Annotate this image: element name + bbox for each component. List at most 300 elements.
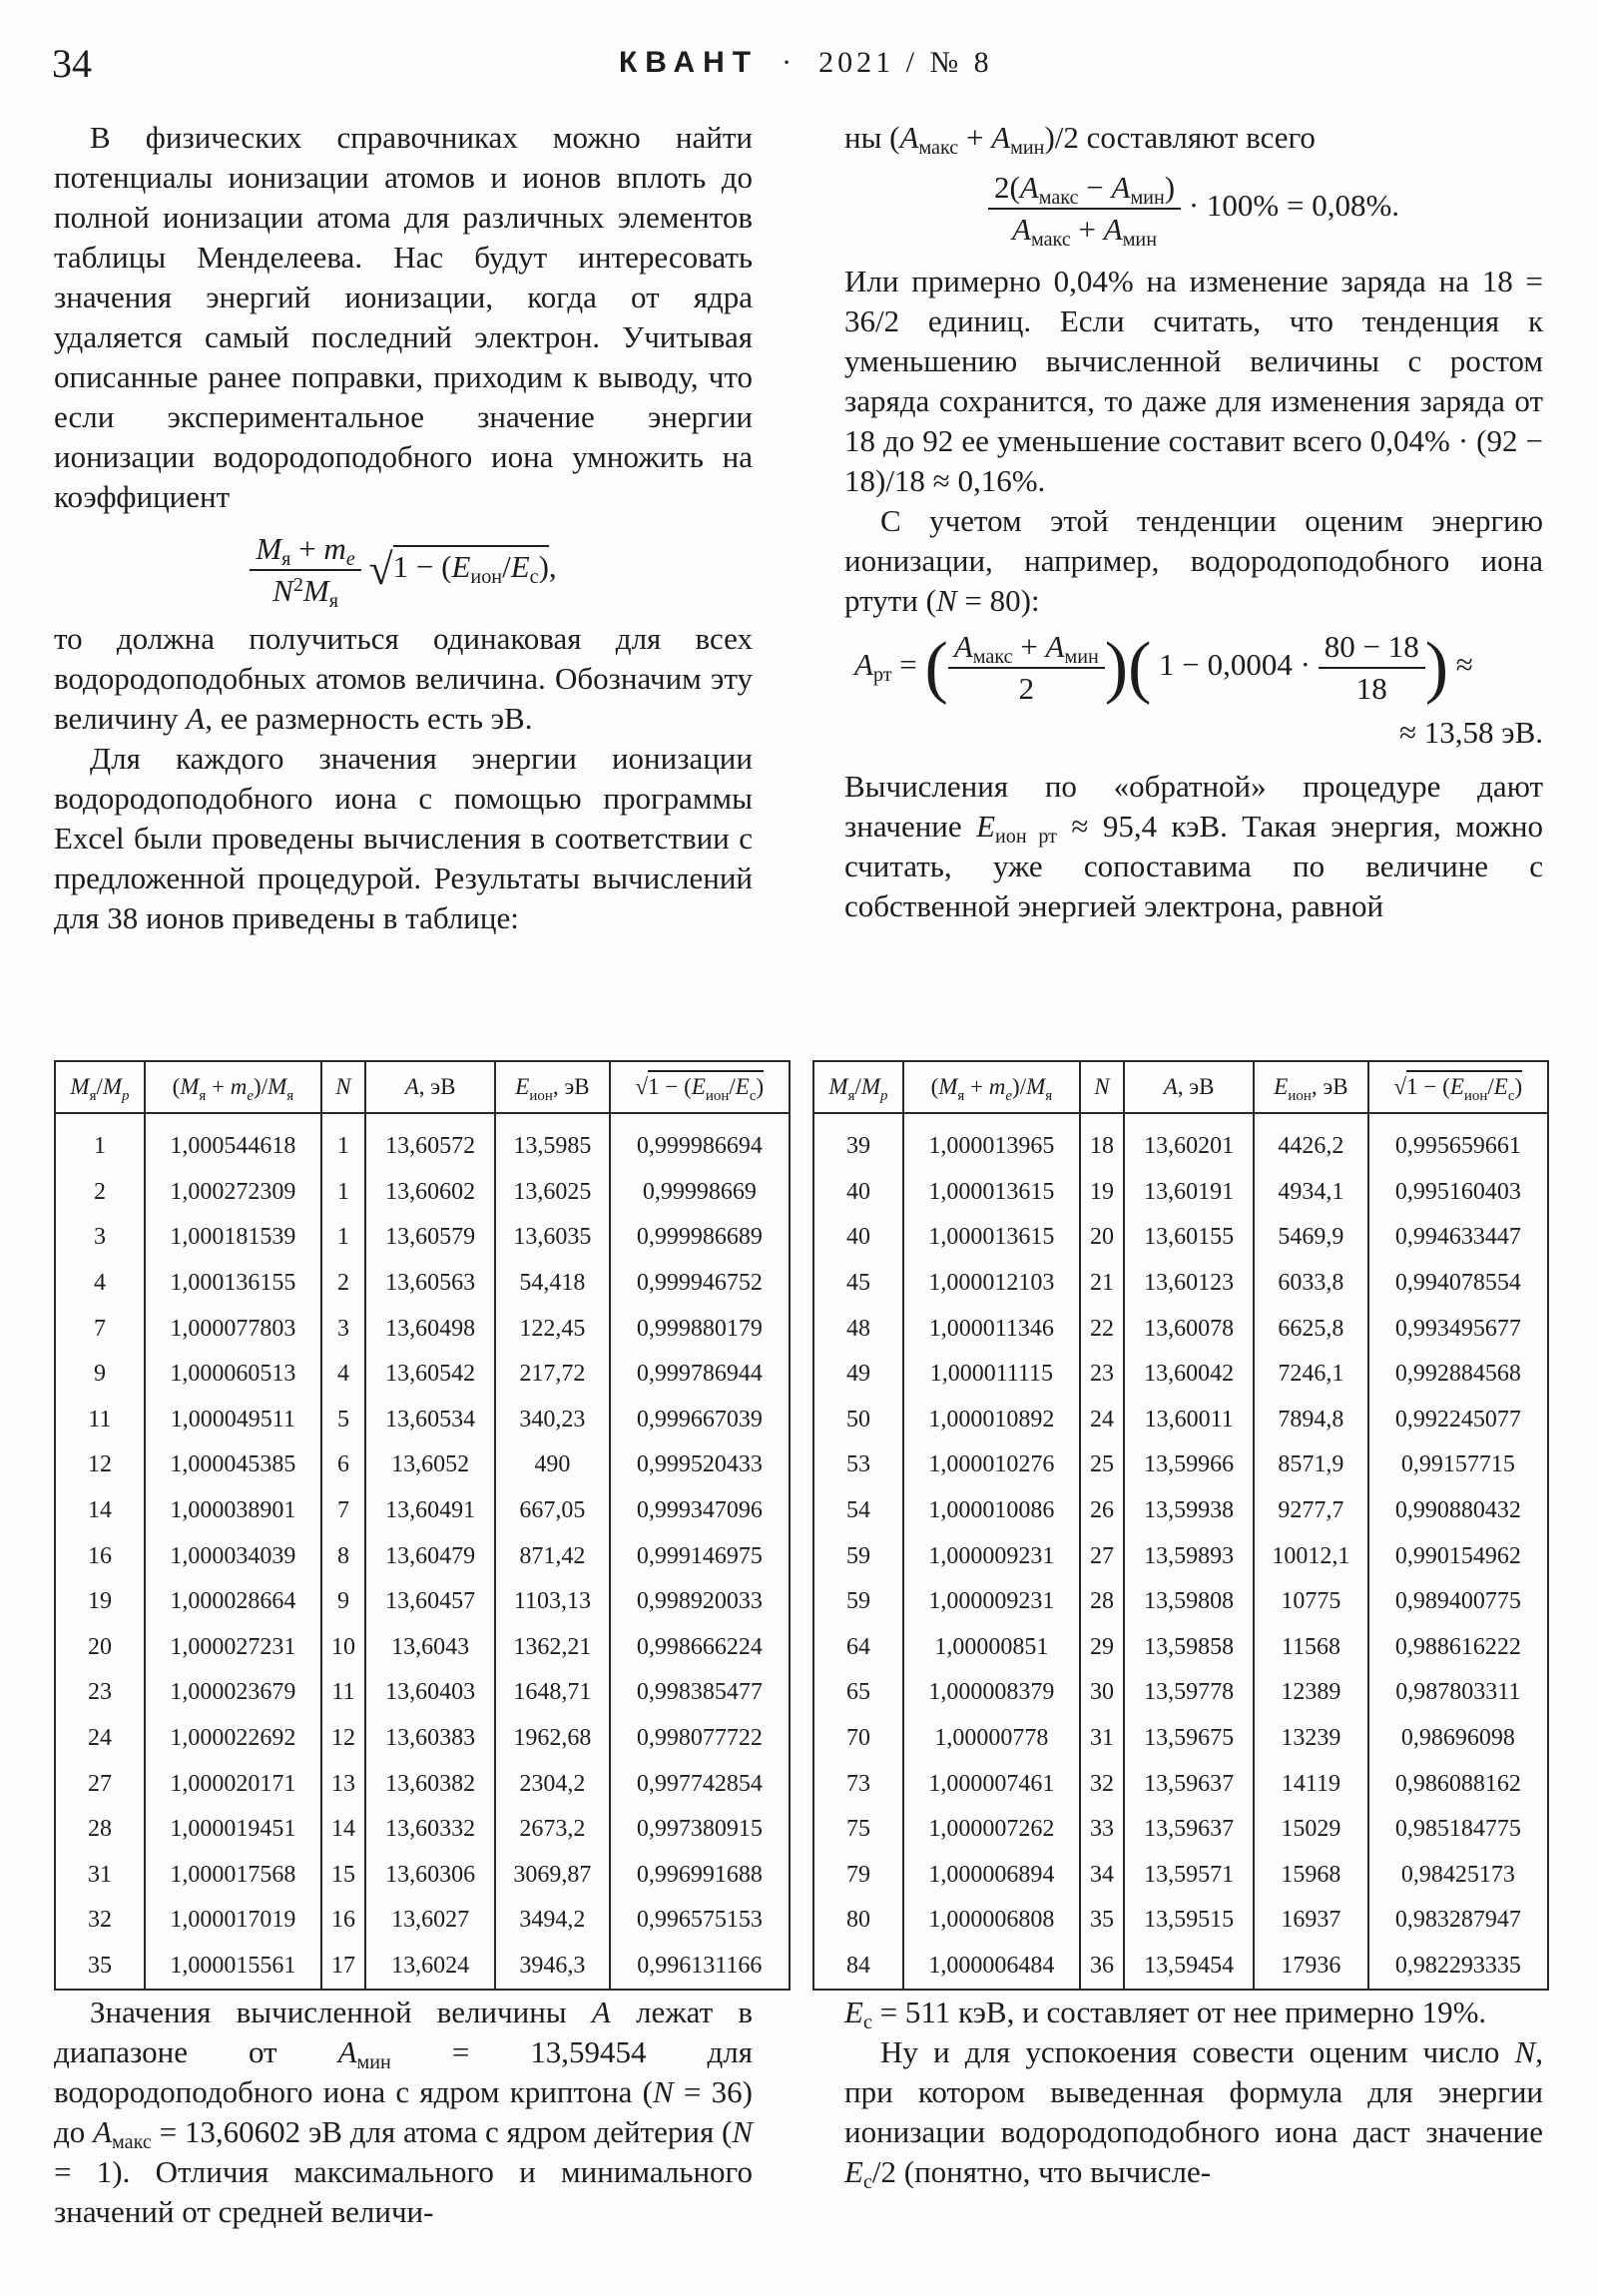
paragraph-conscience: Ну и для успокоения совести оценим число N, при котором выведенная формула для энергии ионизации водородоподобного иона даст значение $E_c/2$ (понятно, что вычисле- <box>844 2034 1543 2193</box>
table-cell: 16 <box>321 1898 365 1944</box>
table-cell: 59 <box>813 1579 903 1625</box>
table-cell: 490 <box>495 1442 610 1488</box>
paragraph-inverse: Вычисления по «обратной» процедуре дают значение $E_{ион рт} \approx 95,4$ кэВ. Такая энергия, можно считать, уже сопоставима по величине с собственной энергией электрона, равной <box>844 769 1543 923</box>
paragraph-electron-energy: $E_c = 511$ кэВ, и составляет от нее примерно 19%. <box>844 1995 1487 2033</box>
table-cell: 0,992884568 <box>1368 1352 1548 1398</box>
table-cell: 19 <box>1080 1170 1124 1216</box>
table-cell: 13 <box>321 1761 365 1807</box>
table-row <box>813 1352 1548 1398</box>
table-cell: 1,000009231 <box>903 1579 1080 1625</box>
table-right-body <box>813 1113 1548 1990</box>
table-cell: 0,996991688 <box>610 1853 790 1899</box>
table-row <box>55 1442 790 1488</box>
table-cell: 0,999520433 <box>610 1442 790 1488</box>
paragraph-range: Значения вычисленной величины A лежат в диапазоне от $A_{мин} = 13,59454$ для водородоподобного иона с ядром криптона (N = 36) до $A_{макс} = 13,60602$ эВ для атома с ядром дейтерия (N = 1). Отличия максимального и минимального значений от средней величи- <box>54 1995 754 2229</box>
table-cell: 9 <box>55 1352 145 1398</box>
table-cell: 0,998385477 <box>610 1670 790 1716</box>
table-row <box>813 1261 1548 1307</box>
table-row <box>55 1306 790 1352</box>
table-cell: 13,59893 <box>1124 1533 1254 1579</box>
table-cell: 13,59637 <box>1124 1807 1254 1853</box>
table-cell: 13,60042 <box>1124 1352 1254 1398</box>
table-cell: 31 <box>1080 1716 1124 1762</box>
sqrt-sign: √ <box>368 545 393 594</box>
table-cell: 1,000060513 <box>145 1352 321 1398</box>
table-cell: 7246,1 <box>1254 1352 1368 1398</box>
table-cell: 0,999347096 <box>610 1488 790 1534</box>
table-cell: 2 <box>321 1261 365 1307</box>
table-cell: 0,999667039 <box>610 1398 790 1443</box>
table-cell: 21 <box>1080 1261 1124 1307</box>
table-cell: 6625,8 <box>1254 1306 1368 1352</box>
table-cell: 50 <box>813 1398 903 1443</box>
right-column-lower <box>844 1993 1543 2192</box>
table-cell: 13,59454 <box>1124 1944 1254 1991</box>
table-cell: 7 <box>321 1488 365 1534</box>
table-cell: 12 <box>55 1442 145 1488</box>
table-row <box>813 1306 1548 1352</box>
table-cell: 0,996131166 <box>610 1944 790 1991</box>
table-cell: 9277,7 <box>1254 1488 1368 1534</box>
table-cell: 29 <box>1080 1625 1124 1671</box>
table-cell: 13,60078 <box>1124 1306 1254 1352</box>
table-cell: 3 <box>321 1306 365 1352</box>
table-cell: 13,60563 <box>365 1261 495 1307</box>
table-cell: 64 <box>813 1625 903 1671</box>
table-cell: 13239 <box>1254 1716 1368 1762</box>
formula-result: · 100% = 0,08%. <box>1188 188 1400 224</box>
table-cell: 1,000006808 <box>903 1898 1080 1944</box>
table-cell: 16 <box>55 1533 145 1579</box>
table-row <box>55 1898 790 1944</box>
table-cell: 13,5985 <box>495 1113 610 1170</box>
table-cell: 340,23 <box>495 1398 610 1443</box>
header-mass-ratio: $M_я/M_p$ <box>813 1061 903 1113</box>
table-cell: 1,000013615 <box>903 1215 1080 1261</box>
table-cell: 13,59858 <box>1124 1625 1254 1671</box>
table-cell: 1,000017568 <box>145 1853 321 1899</box>
table-row <box>55 1533 790 1579</box>
left-column-lower <box>54 1993 753 2232</box>
table-row <box>55 1944 790 1991</box>
table-cell: 12 <box>321 1716 365 1762</box>
table-cell: 1,000272309 <box>145 1170 321 1216</box>
table-cell: 0,985184775 <box>1368 1807 1548 1853</box>
header-A: A, эВ <box>365 1061 495 1113</box>
table-row <box>55 1113 790 1170</box>
table-cell: 871,42 <box>495 1533 610 1579</box>
table-cell: 23 <box>1080 1352 1124 1398</box>
table-cell: 13,6043 <box>365 1625 495 1671</box>
table-cell: 20 <box>1080 1215 1124 1261</box>
table-cell: 0,98425173 <box>1368 1853 1548 1899</box>
table-cell: 13,60542 <box>365 1352 495 1398</box>
table-cell: 34 <box>1080 1853 1124 1899</box>
table-row <box>813 1625 1548 1671</box>
table-cell: 0,996575153 <box>610 1898 790 1944</box>
table-cell: 2 <box>55 1170 145 1216</box>
table-row <box>55 1352 790 1398</box>
table-cell: 1,000022692 <box>145 1716 321 1762</box>
table-cell: 2304,2 <box>495 1761 610 1807</box>
table-cell: 1,000028664 <box>145 1579 321 1625</box>
table-cell: 0,983287947 <box>1368 1898 1548 1944</box>
table-cell: 3 <box>55 1215 145 1261</box>
table-cell: 23 <box>55 1670 145 1716</box>
header-mass-correction: $(M_я + m_e)/M_я$ <box>145 1061 321 1113</box>
table-cell: 0,98696098 <box>1368 1716 1548 1762</box>
header-A: A, эВ <box>1124 1061 1254 1113</box>
table-cell: 1 <box>321 1215 365 1261</box>
table-row <box>813 1761 1548 1807</box>
table-cell: 13,59778 <box>1124 1670 1254 1716</box>
table-row <box>55 1398 790 1443</box>
table-cell: 0,998920033 <box>610 1579 790 1625</box>
table-cell: 14119 <box>1254 1761 1368 1807</box>
table-cell: 54,418 <box>495 1261 610 1307</box>
table-cell: 13,59938 <box>1124 1488 1254 1534</box>
table-cell: 0,995659661 <box>1368 1113 1548 1170</box>
table-cell: 0,999146975 <box>610 1533 790 1579</box>
table-cell: 0,993495677 <box>1368 1306 1548 1352</box>
table-cell: 1362,21 <box>495 1625 610 1671</box>
table-row <box>55 1761 790 1807</box>
table-row <box>813 1944 1548 1991</box>
table-cell: 1,000049511 <box>145 1398 321 1443</box>
table-cell: 0,99157715 <box>1368 1442 1548 1488</box>
table-cell: 1,000181539 <box>145 1215 321 1261</box>
formula-relative-difference <box>844 168 1543 250</box>
table-cell: 1,000017019 <box>145 1898 321 1944</box>
table-cell: 1962,68 <box>495 1716 610 1762</box>
header-mass-ratio: $M_я/M_p$ <box>55 1061 145 1113</box>
table-cell: 1,00000851 <box>903 1625 1080 1671</box>
table-cell: 7894,8 <box>1254 1398 1368 1443</box>
table-row <box>813 1670 1548 1716</box>
ionization-table-right <box>812 1060 1549 1991</box>
table-cell: 19 <box>55 1579 145 1625</box>
table-cell: 0,986088162 <box>1368 1761 1548 1807</box>
table-cell: 4426,2 <box>1254 1113 1368 1170</box>
table-cell: 10775 <box>1254 1579 1368 1625</box>
paragraph-intro: В физических справочниках можно найти потенциалы ионизации атомов и ионов вплоть до полной ионизации атома для различных элементов таблицы Менделеева. Нас будут интересовать значения энергий ионизации, когда от ядра удаляется самый последний электрон. Учитывая описанные ранее поправки, приходим к выводу, что если экспериментальное значение энергии ионизации водородоподобного иона умножить на коэффициент <box>54 120 753 514</box>
table-cell: 0,990154962 <box>1368 1533 1548 1579</box>
table-cell: 13,60534 <box>365 1398 495 1443</box>
table-cell: 59 <box>813 1533 903 1579</box>
table-row <box>55 1170 790 1216</box>
table-cell: 27 <box>1080 1533 1124 1579</box>
table-cell: 0,997742854 <box>610 1761 790 1807</box>
table-cell: 0,994633447 <box>1368 1215 1548 1261</box>
table-cell: 1648,71 <box>495 1670 610 1716</box>
table-row <box>813 1113 1548 1170</box>
table-cell: 15029 <box>1254 1807 1368 1853</box>
table-cell: 5 <box>321 1398 365 1443</box>
table-cell: 1,00000778 <box>903 1716 1080 1762</box>
journal-name: КВАНТ <box>619 46 760 79</box>
table-cell: 13,59966 <box>1124 1442 1254 1488</box>
table-cell: 13,60306 <box>365 1853 495 1899</box>
table-cell: 1,000015561 <box>145 1944 321 1991</box>
table-cell: 5469,9 <box>1254 1215 1368 1261</box>
table-cell: 1,000023679 <box>145 1670 321 1716</box>
table-cell: 79 <box>813 1853 903 1899</box>
table-cell: 39 <box>813 1113 903 1170</box>
paragraph-tendency: Или примерно 0,04% на изменение заряда на 18 = 36/2 единиц. Если считать, что тенденция к уменьшению вычисленной величины с ростом заряда сохранится, то даже для изменения заряда от 18 до 92 ее уменьшение составит всего 0,04% · (92 − 18)/18 ≈ 0,16%. <box>844 264 1543 498</box>
table-cell: 48 <box>813 1306 903 1352</box>
table-cell: 0,999880179 <box>610 1306 790 1352</box>
table-row <box>813 1488 1548 1534</box>
table-cell: 1,000006484 <box>903 1944 1080 1991</box>
table-cell: 54 <box>813 1488 903 1534</box>
table-cell: 8 <box>321 1533 365 1579</box>
table-cell: 16937 <box>1254 1898 1368 1944</box>
table-cell: 49 <box>813 1352 903 1398</box>
table-cell: 17 <box>321 1944 365 1991</box>
table-cell: 26 <box>1080 1488 1124 1534</box>
table-cell: 1,000034039 <box>145 1533 321 1579</box>
formula-mercury-result: ≈ 13,58 эВ. <box>1399 715 1543 750</box>
header-mass-correction: $(M_я + m_e)/M_я$ <box>903 1061 1080 1113</box>
table-cell: 1,000008379 <box>903 1670 1080 1716</box>
table-cell: 0,987803311 <box>1368 1670 1548 1716</box>
table-cell: 13,60403 <box>365 1670 495 1716</box>
relative-difference-fraction: $\frac{2(A_{макс} - A_{мин})}{A_{макс} + A_{мин}}$ <box>988 168 1181 250</box>
table-cell: 122,45 <box>495 1306 610 1352</box>
page-number: 34 <box>52 41 92 86</box>
table-cell: 13,6024 <box>365 1944 495 1991</box>
table-cell: 7 <box>55 1306 145 1352</box>
table-cell: 45 <box>813 1261 903 1307</box>
table-cell: 4 <box>321 1352 365 1398</box>
table-cell: 36 <box>1080 1944 1124 1991</box>
table-cell: 3494,2 <box>495 1898 610 1944</box>
table-cell: 1,000077803 <box>145 1306 321 1352</box>
table-cell: 0,999986694 <box>610 1113 790 1170</box>
formula-coefficient: $\frac{M_я + m_e}{N^2M_я}$ $√1 - (E_{ион}/E_c)$, <box>54 529 753 611</box>
table-cell: 13,59637 <box>1124 1761 1254 1807</box>
table-cell: 70 <box>813 1716 903 1762</box>
table-cell: 6 <box>321 1442 365 1488</box>
table-cell: 24 <box>55 1716 145 1762</box>
table-cell: 80 <box>813 1898 903 1944</box>
table-row <box>55 1488 790 1534</box>
table-cell: 13,6025 <box>495 1170 610 1216</box>
table-row <box>813 1716 1548 1762</box>
table-cell: 32 <box>1080 1761 1124 1807</box>
table-cell: 13,6035 <box>495 1215 610 1261</box>
table-cell: 40 <box>813 1215 903 1261</box>
table-cell: 13,60123 <box>1124 1261 1254 1307</box>
table-row <box>813 1398 1548 1443</box>
table-cell: 1,000010086 <box>903 1488 1080 1534</box>
table-row <box>55 1716 790 1762</box>
table-row <box>55 1579 790 1625</box>
table-cell: 13,60479 <box>365 1533 495 1579</box>
table-cell: 0,999946752 <box>610 1261 790 1307</box>
table-row <box>55 1625 790 1671</box>
table-cell: 217,72 <box>495 1352 610 1398</box>
table-cell: 1,000020171 <box>145 1761 321 1807</box>
table-cell: 13,59808 <box>1124 1579 1254 1625</box>
table-cell: 30 <box>1080 1670 1124 1716</box>
table-cell: 3946,3 <box>495 1944 610 1991</box>
table-cell: 1,000544618 <box>145 1113 321 1170</box>
table-cell: 1,000038901 <box>145 1488 321 1534</box>
table-row <box>55 1853 790 1899</box>
journal-title <box>619 46 993 80</box>
table-cell: 84 <box>813 1944 903 1991</box>
table-cell: 3069,87 <box>495 1853 610 1899</box>
paragraph-continuation: ны $(A_{макс} + A_{мин})/2$ составляют всего <box>844 120 1316 159</box>
sqrt-body: $1 - (E_{ион}/E_c)$ <box>393 545 549 584</box>
table-cell: 14 <box>321 1807 365 1853</box>
table-cell: 13,60457 <box>365 1579 495 1625</box>
table-cell: 33 <box>1080 1807 1124 1853</box>
table-row <box>813 1579 1548 1625</box>
table-cell: 28 <box>1080 1579 1124 1625</box>
page-header <box>0 40 1597 90</box>
table-cell: 1,000007461 <box>903 1761 1080 1807</box>
table-row <box>813 1807 1548 1853</box>
header-E-ion: $E_{ион}$, эВ <box>1254 1061 1368 1113</box>
table-cell: 13,60602 <box>365 1170 495 1216</box>
formula-mercury: $A_{рт}$ = ( $\frac{A_{макс} + A_{мин}}{2}$ )( 1 − 0,0004 · $\frac{80 - 18}{18}$ ) ≈ <box>854 629 1473 706</box>
table-row <box>813 1215 1548 1261</box>
table-cell: 13,60332 <box>365 1807 495 1853</box>
table-cell: 35 <box>55 1944 145 1991</box>
table-row <box>55 1670 790 1716</box>
header-charge: N <box>321 1061 365 1113</box>
table-cell: 13,59515 <box>1124 1898 1254 1944</box>
table-cell: 1,000045385 <box>145 1442 321 1488</box>
table-cell: 0,999986689 <box>610 1215 790 1261</box>
table-cell: 0,994078554 <box>1368 1261 1548 1307</box>
table-cell: 11 <box>321 1670 365 1716</box>
table-cell: 0,982293335 <box>1368 1944 1548 1991</box>
table-cell: 1103,13 <box>495 1579 610 1625</box>
table-cell: 2673,2 <box>495 1807 610 1853</box>
table-cell: 13,60491 <box>365 1488 495 1534</box>
table-row <box>55 1261 790 1307</box>
table-cell: 0,990880432 <box>1368 1488 1548 1534</box>
table-cell: 27 <box>55 1761 145 1807</box>
table-cell: 1 <box>321 1113 365 1170</box>
table-cell: 53 <box>813 1442 903 1488</box>
table-cell: 13,6052 <box>365 1442 495 1488</box>
table-cell: 28 <box>55 1807 145 1853</box>
header-sqrt: $√1 - (E_{ион}/E_c)$ <box>610 1061 790 1113</box>
table-cell: 11 <box>55 1398 145 1443</box>
table-cell: 1,000011346 <box>903 1306 1080 1352</box>
table-cell: 6033,8 <box>1254 1261 1368 1307</box>
table-row <box>813 1533 1548 1579</box>
table-cell: 10012,1 <box>1254 1533 1368 1579</box>
table-cell: 20 <box>55 1625 145 1671</box>
table-cell: 1,000007262 <box>903 1807 1080 1853</box>
table-row <box>55 1807 790 1853</box>
table-cell: 13,60382 <box>365 1761 495 1807</box>
table-cell: 4934,1 <box>1254 1170 1368 1216</box>
table-cell: 1,000009231 <box>903 1533 1080 1579</box>
coefficient-fraction: $\frac{M_я + m_e}{N^2M_я}$ <box>250 529 360 611</box>
table-cell: 73 <box>813 1761 903 1807</box>
table-cell: 13,60572 <box>365 1113 495 1170</box>
table-cell: 10 <box>321 1625 365 1671</box>
table-cell: 9 <box>321 1579 365 1625</box>
table-cell: 0,998077722 <box>610 1716 790 1762</box>
table-cell: 24 <box>1080 1398 1124 1443</box>
paragraph-define-A: то должна получиться одинаковая для всех водородоподобных атомов величина. Обозначим эту величину A, ее размерность есть эВ. <box>54 621 753 736</box>
table-left-body <box>55 1113 790 1990</box>
table-cell: 13,60011 <box>1124 1398 1254 1443</box>
table-cell: 1,000013965 <box>903 1113 1080 1170</box>
table-cell: 1,000011115 <box>903 1352 1080 1398</box>
table-cell: 17936 <box>1254 1944 1368 1991</box>
table-row <box>55 1215 790 1261</box>
table-cell: 11568 <box>1254 1625 1368 1671</box>
table-cell: 13,60383 <box>365 1716 495 1762</box>
table-cell: 31 <box>55 1853 145 1899</box>
table-cell: 35 <box>1080 1898 1124 1944</box>
table-cell: 32 <box>55 1898 145 1944</box>
ionization-table-left <box>54 1060 791 1991</box>
table-cell: 0,992245077 <box>1368 1398 1548 1443</box>
table-cell: 14 <box>55 1488 145 1534</box>
table-cell: 1 <box>55 1113 145 1170</box>
table-cell: 0,988616222 <box>1368 1625 1548 1671</box>
table-cell: 13,59675 <box>1124 1716 1254 1762</box>
table-row <box>813 1170 1548 1216</box>
table-cell: 1,000019451 <box>145 1807 321 1853</box>
table-cell: 12389 <box>1254 1670 1368 1716</box>
table-cell: 1,000136155 <box>145 1261 321 1307</box>
table-row <box>813 1853 1548 1899</box>
table-cell: 13,60155 <box>1124 1215 1254 1261</box>
table-cell: 18 <box>1080 1113 1124 1170</box>
table-cell: 1,000012103 <box>903 1261 1080 1307</box>
table-cell: 40 <box>813 1170 903 1216</box>
table-cell: 13,6027 <box>365 1898 495 1944</box>
header-separator: · <box>782 46 797 79</box>
table-cell: 0,995160403 <box>1368 1170 1548 1216</box>
table-cell: 13,60498 <box>365 1306 495 1352</box>
table-row <box>813 1898 1548 1944</box>
left-column-upper <box>54 118 753 938</box>
table-cell: 0,997380915 <box>610 1807 790 1853</box>
table-cell: 1,000010276 <box>903 1442 1080 1488</box>
table-cell: 13,60201 <box>1124 1113 1254 1170</box>
table-cell: 0,989400775 <box>1368 1579 1548 1625</box>
table-cell: 25 <box>1080 1442 1124 1488</box>
table-cell: 65 <box>813 1670 903 1716</box>
table-cell: 1 <box>321 1170 365 1216</box>
table-cell: 22 <box>1080 1306 1124 1352</box>
table-cell: 13,59571 <box>1124 1853 1254 1899</box>
table-cell: 13,60579 <box>365 1215 495 1261</box>
table-cell: 15968 <box>1254 1853 1368 1899</box>
journal-issue: 2021 / № 8 <box>818 46 993 79</box>
table-cell: 8571,9 <box>1254 1442 1368 1488</box>
table-cell: 0,998666224 <box>610 1625 790 1671</box>
table-cell: 0,999786944 <box>610 1352 790 1398</box>
table-cell: 4 <box>55 1261 145 1307</box>
paragraph-mercury: С учетом этой тенденции оценим энергию ионизации, например, водородоподобного иона ртути (N = 80): <box>844 503 1543 618</box>
table-cell: 0,99998669 <box>610 1170 790 1216</box>
right-column-upper <box>844 118 1543 926</box>
table-cell: 13,60191 <box>1124 1170 1254 1216</box>
table-cell: 1,000010892 <box>903 1398 1080 1443</box>
